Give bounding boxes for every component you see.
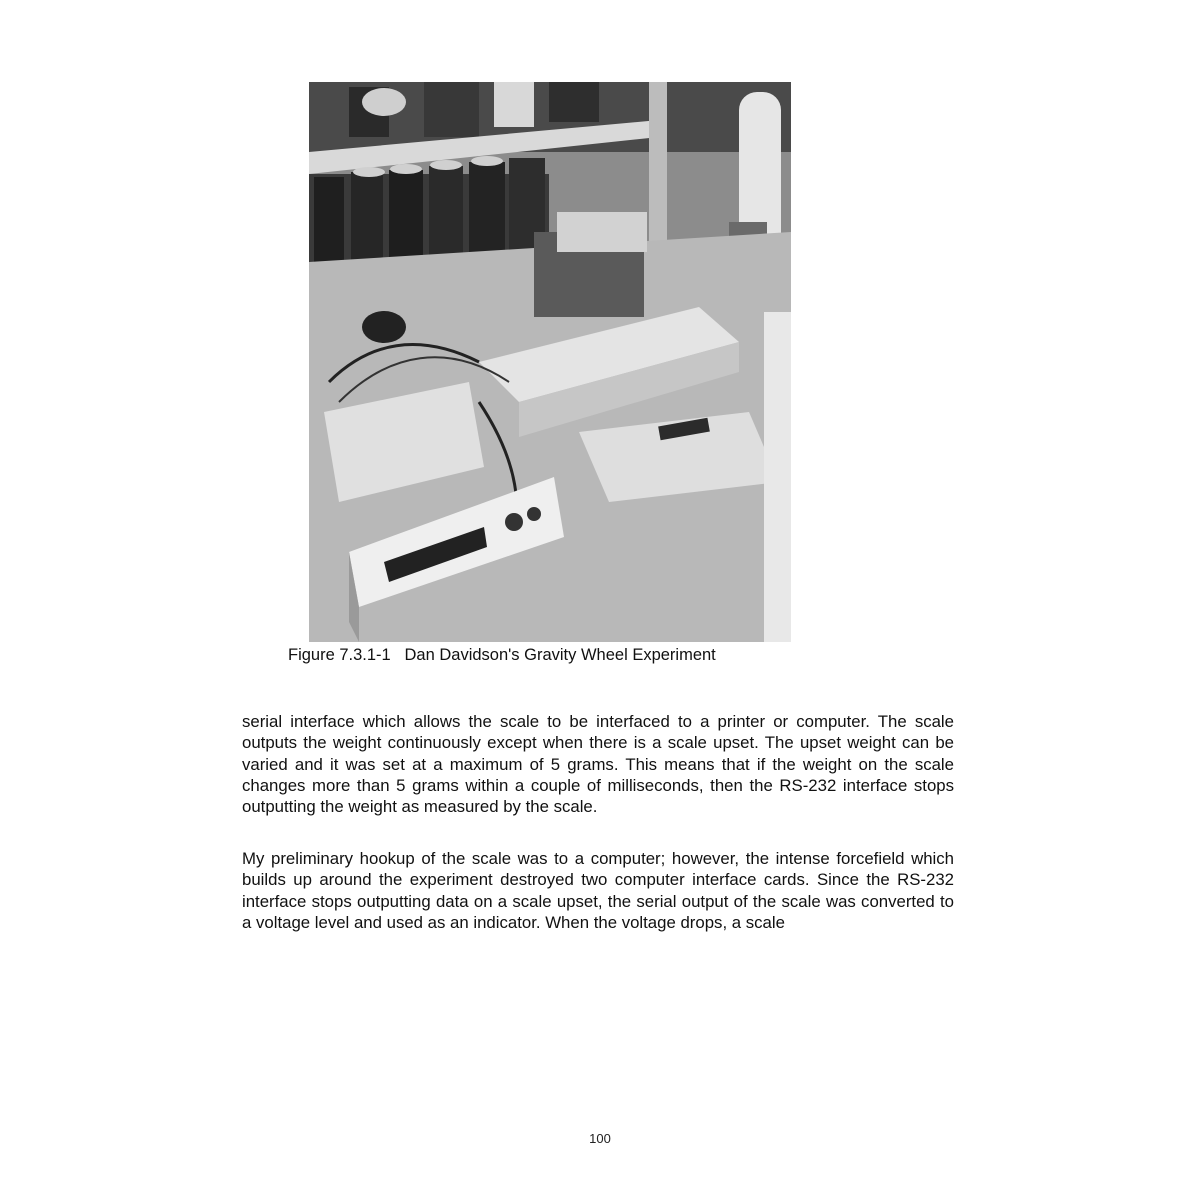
caption-title: Dan Davidson's Gravity Wheel Experiment: [404, 646, 716, 664]
page-number: 100: [589, 1131, 611, 1146]
body-paragraph-1: serial interface which allows the scale to be interfaced to a printer or computer. The scale outputs the weight continuously except when there is a scale upset. The upset weight can be varied and it was set at a maximum of 5 grams. This means that if the weight on the scale changes more than 5 grams within a couple of milliseconds, then the RS-232 interface stops outputting the weight as measured by the scale.: [242, 712, 954, 817]
experiment-photo: [309, 82, 791, 642]
body-paragraph-2: My preliminary hookup of the scale was to a computer; however, the intense forcefield which builds up around the experiment destroyed two computer interface cards. Since the RS-232 interface stops outputting data on a scale upset, the serial output of the scale was converted to a voltage level and used as an indicator. When the voltage drops, a scale: [242, 849, 954, 932]
figure-caption: [288, 645, 848, 665]
caption-number: Figure 7.3.1-1: [288, 646, 391, 664]
